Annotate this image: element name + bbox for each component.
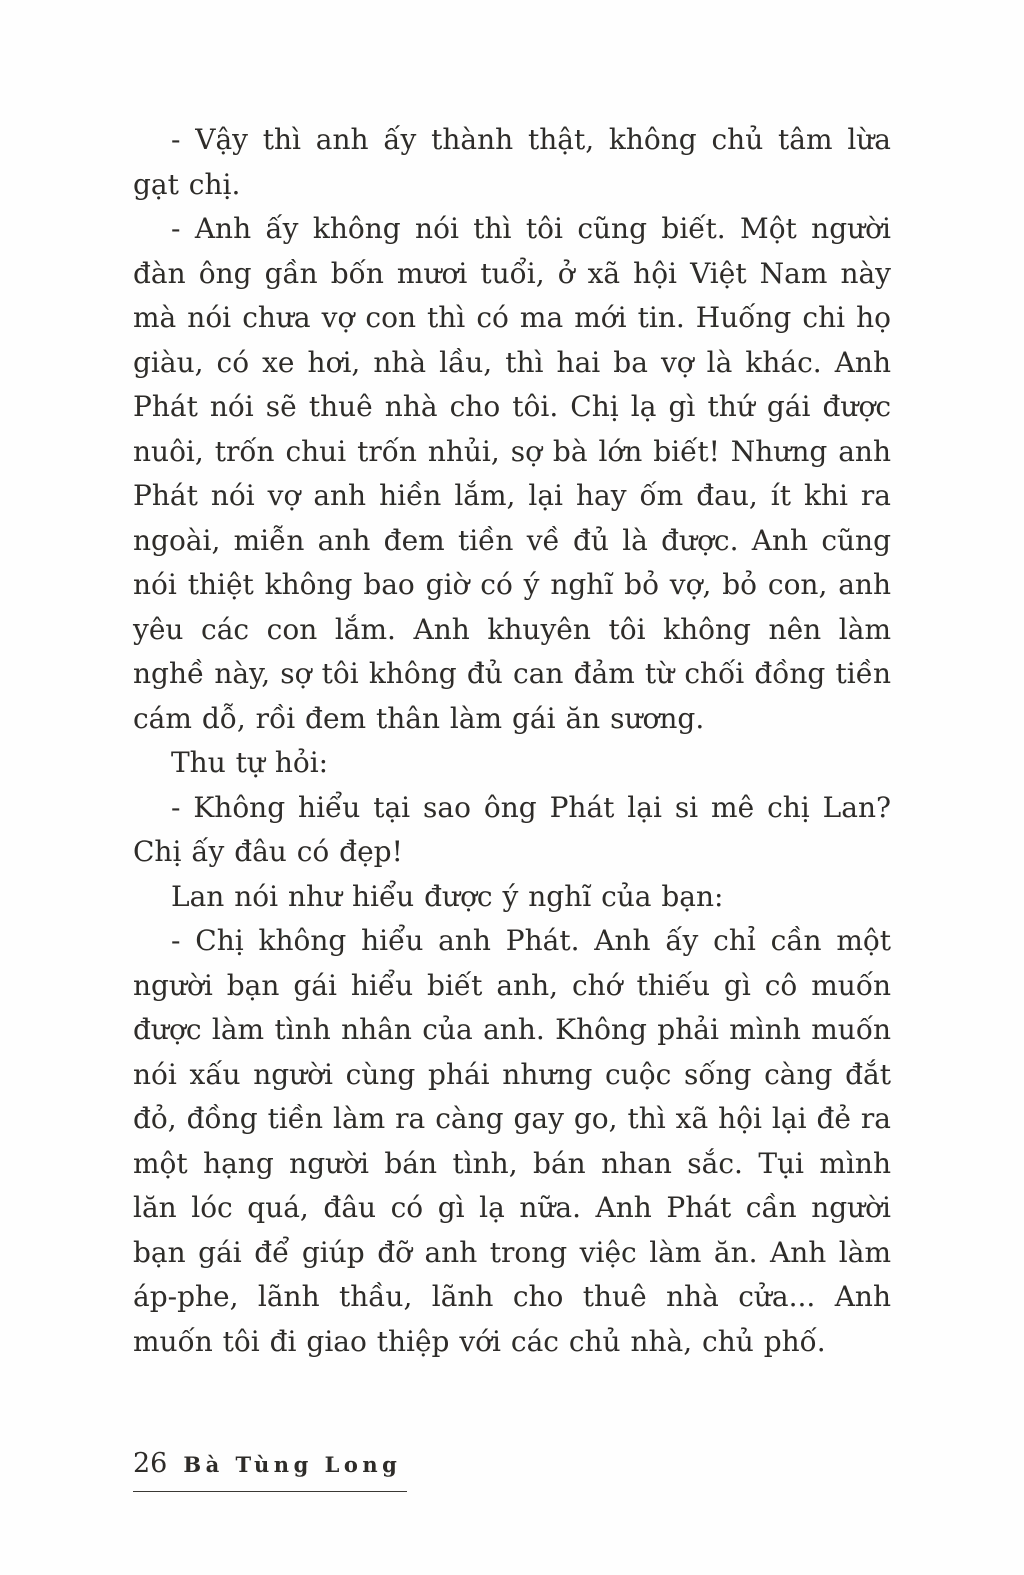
paragraph: - Chị không hiểu anh Phát. Anh ấy chỉ cần một người bạn gái hiểu biết anh, chớ thiếu gì cô muốn được làm tình nhân của anh. Không phải mình muốn nói xấu người cùng phái nhưng cuộc sống càng đắt đỏ, đồng tiền làm ra càng gay go, thì xã hội lại đẻ ra một hạng người bán tình, bán nhan sắc. Tụi mình lăn lóc quá, đâu có gì lạ nữa. Anh Phát cần người bạn gái để giúp đỡ anh trong việc làm ăn. Anh làm áp-phe, lãnh thầu, lãnh cho thuê nhà cửa... Anh muốn tôi đi giao thiệp với các chủ nhà, chủ phố.	[133, 924, 891, 1358]
body-text	[133, 118, 891, 1364]
paragraph: - Anh ấy không nói thì tôi cũng biết. Một người đàn ông gần bốn mươi tuổi, ở xã hội Việt Nam này mà nói chưa vợ con thì có ma mới tin. Huống chi họ giàu, có xe hơi, nhà lầu, thì hai ba vợ là khác. Anh Phát nói sẽ thuê nhà cho tôi. Chị lạ gì thứ gái được nuôi, trốn chui trốn nhủi, sợ bà lớn biết! Nhưng anh Phát nói vợ anh hiền lắm, lại hay ốm đau, ít khi ra ngoài, miễn anh đem tiền về đủ là được. Anh cũng nói thiệt không bao giờ có ý nghĩ bỏ vợ, bỏ con, anh yêu các con lắm. Anh khuyên tôi không nên làm nghề này, sợ tôi không đủ can đảm từ chối đồng tiền cám dỗ, rồi đem thân làm gái ăn sương.	[133, 212, 891, 735]
paragraph: Lan nói như hiểu được ý nghĩ của bạn:	[171, 879, 724, 913]
paragraph: - Vậy thì anh ấy thành thật, không chủ tâm lừa gạt chị.	[133, 123, 891, 201]
page-footer	[133, 1448, 407, 1492]
page-number: 26	[133, 1448, 168, 1479]
running-title: Bà Tùng Long	[183, 1452, 402, 1477]
paragraph: Thu tự hỏi:	[171, 746, 329, 779]
paragraph: - Không hiểu tại sao ông Phát lại si mê chị Lan? Chị ấy đâu có đẹp!	[133, 790, 891, 868]
